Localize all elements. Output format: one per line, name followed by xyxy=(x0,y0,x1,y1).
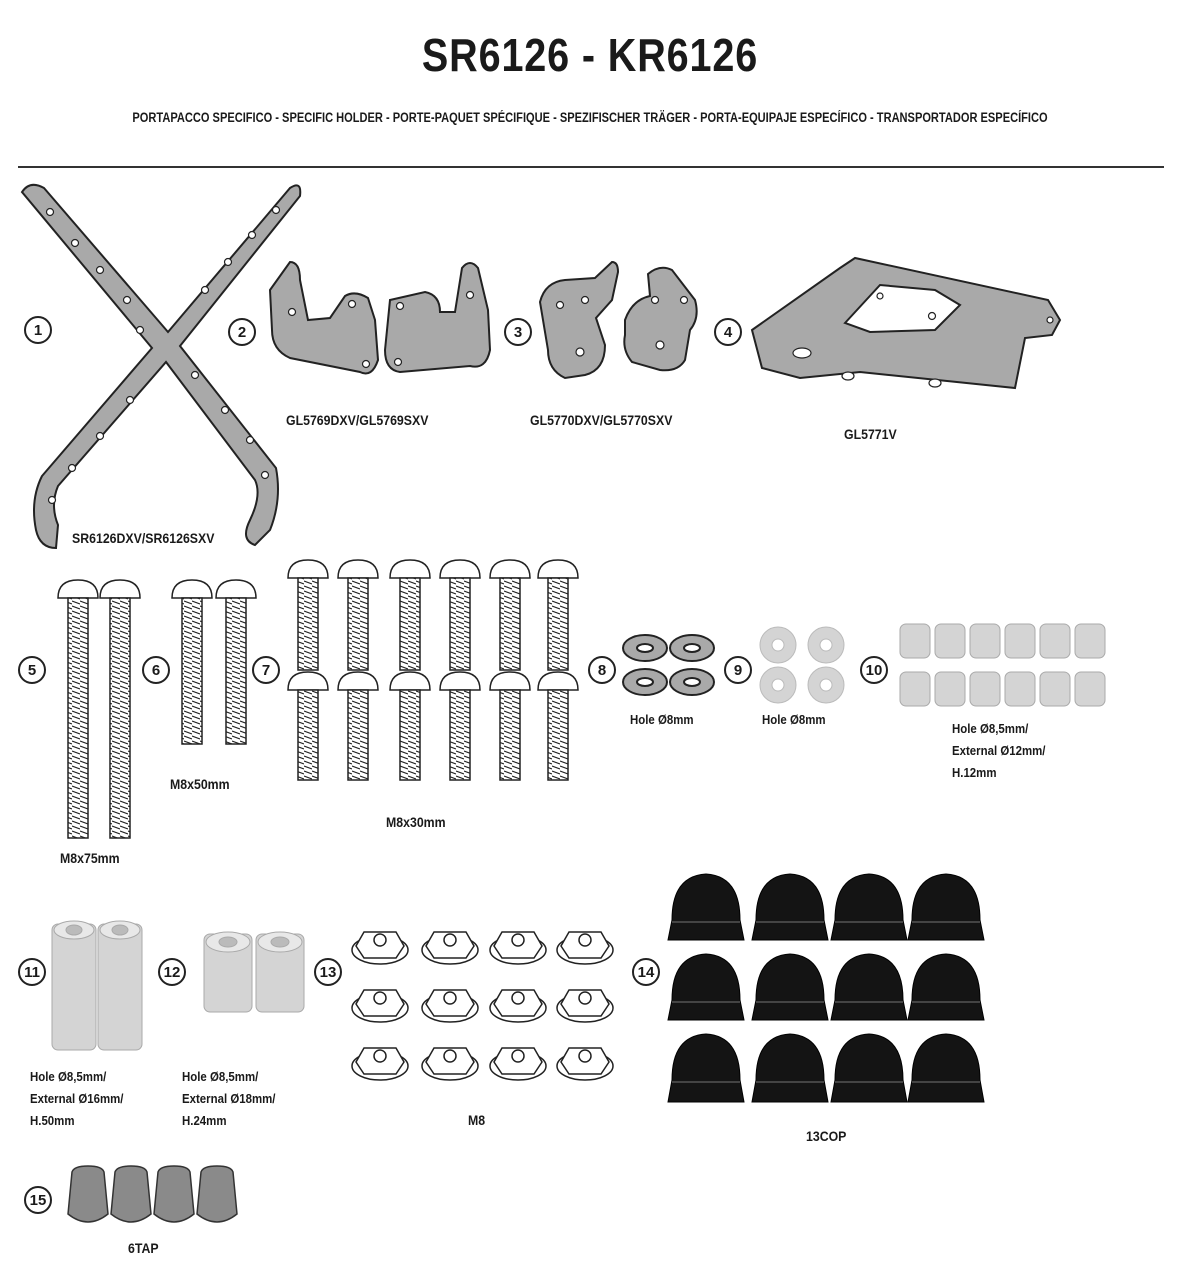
flange-nuts xyxy=(352,932,613,1080)
page-subtitle: PORTAPACCO SPECIFICO - SPECIFIC HOLDER - PORTE-PAQUET SPÉCIFIQUE - SPEZIFISCHER TRÄGER - PORTA-EQUIPAJE ESPECÍFICO - TRANSPORTADOR ESPECÍFICO xyxy=(132,110,1048,125)
spacers-h12 xyxy=(900,624,1105,706)
part-label-10-line-3: H.12mm xyxy=(952,765,997,780)
part-label-12-line-2: External Ø18mm/ xyxy=(182,1091,276,1106)
part-number-6: 6 xyxy=(142,656,170,684)
x-rail-frame xyxy=(22,185,300,548)
part-number-9: 9 xyxy=(724,656,752,684)
part-number-14: 14 xyxy=(632,958,660,986)
part-label-11 xyxy=(30,1066,123,1132)
part-label-3: GL5770DXV/GL5770SXV xyxy=(530,412,673,428)
screws-m8x75 xyxy=(58,580,140,838)
part-label-4: GL5771V xyxy=(844,426,897,442)
spacers-h50 xyxy=(52,921,142,1050)
part-number-15: 15 xyxy=(24,1186,52,1214)
part-label-12-line-3: H.24mm xyxy=(182,1113,227,1128)
part-label-10 xyxy=(952,718,1045,784)
part-label-9: Hole Ø8mm xyxy=(762,712,826,727)
rubber-caps xyxy=(68,1166,237,1222)
flat-washers xyxy=(760,627,844,703)
part-number-8: 8 xyxy=(588,656,616,684)
part-label-2: GL5769DXV/GL5769SXV xyxy=(286,412,429,428)
spacers-h24 xyxy=(204,932,304,1012)
part-label-6: M8x50mm xyxy=(170,776,230,792)
part-label-8: Hole Ø8mm xyxy=(630,712,694,727)
part-number-5: 5 xyxy=(18,656,46,684)
part-number-1: 1 xyxy=(24,316,52,344)
part-label-14: 13COP xyxy=(806,1128,847,1144)
part-number-4: 4 xyxy=(714,318,742,346)
spring-washers xyxy=(623,635,714,695)
bracket-pair-2 xyxy=(270,262,490,374)
part-number-11: 11 xyxy=(18,958,46,986)
part-number-10: 10 xyxy=(860,656,888,684)
part-label-13: M8 xyxy=(468,1112,486,1128)
part-label-11-line-2: External Ø16mm/ xyxy=(30,1091,124,1106)
page-title: SR6126 - KR6126 xyxy=(421,29,759,81)
part-label-12 xyxy=(182,1066,275,1132)
part-label-10-line-1: Hole Ø8,5mm/ xyxy=(952,721,1029,736)
part-number-2: 2 xyxy=(228,318,256,346)
part-number-12: 12 xyxy=(158,958,186,986)
part-label-10-line-2: External Ø12mm/ xyxy=(952,743,1046,758)
part-label-12-line-1: Hole Ø8,5mm/ xyxy=(182,1069,259,1084)
part-label-7: M8x30mm xyxy=(386,814,446,830)
bracket-pair-3 xyxy=(540,262,697,378)
part-label-11-line-1: Hole Ø8,5mm/ xyxy=(30,1069,107,1084)
part-label-1: SR6126DXV/SR6126SXV xyxy=(72,530,215,546)
screws-m8x50 xyxy=(172,580,256,744)
nut-caps xyxy=(668,874,984,1102)
mounting-plate xyxy=(752,258,1060,388)
part-number-13: 13 xyxy=(314,958,342,986)
part-label-15: 6TAP xyxy=(128,1240,159,1256)
part-number-3: 3 xyxy=(504,318,532,346)
part-number-7: 7 xyxy=(252,656,280,684)
screws-m8x30 xyxy=(288,560,578,780)
part-label-5: M8x75mm xyxy=(60,850,120,866)
part-label-11-line-3: H.50mm xyxy=(30,1113,75,1128)
